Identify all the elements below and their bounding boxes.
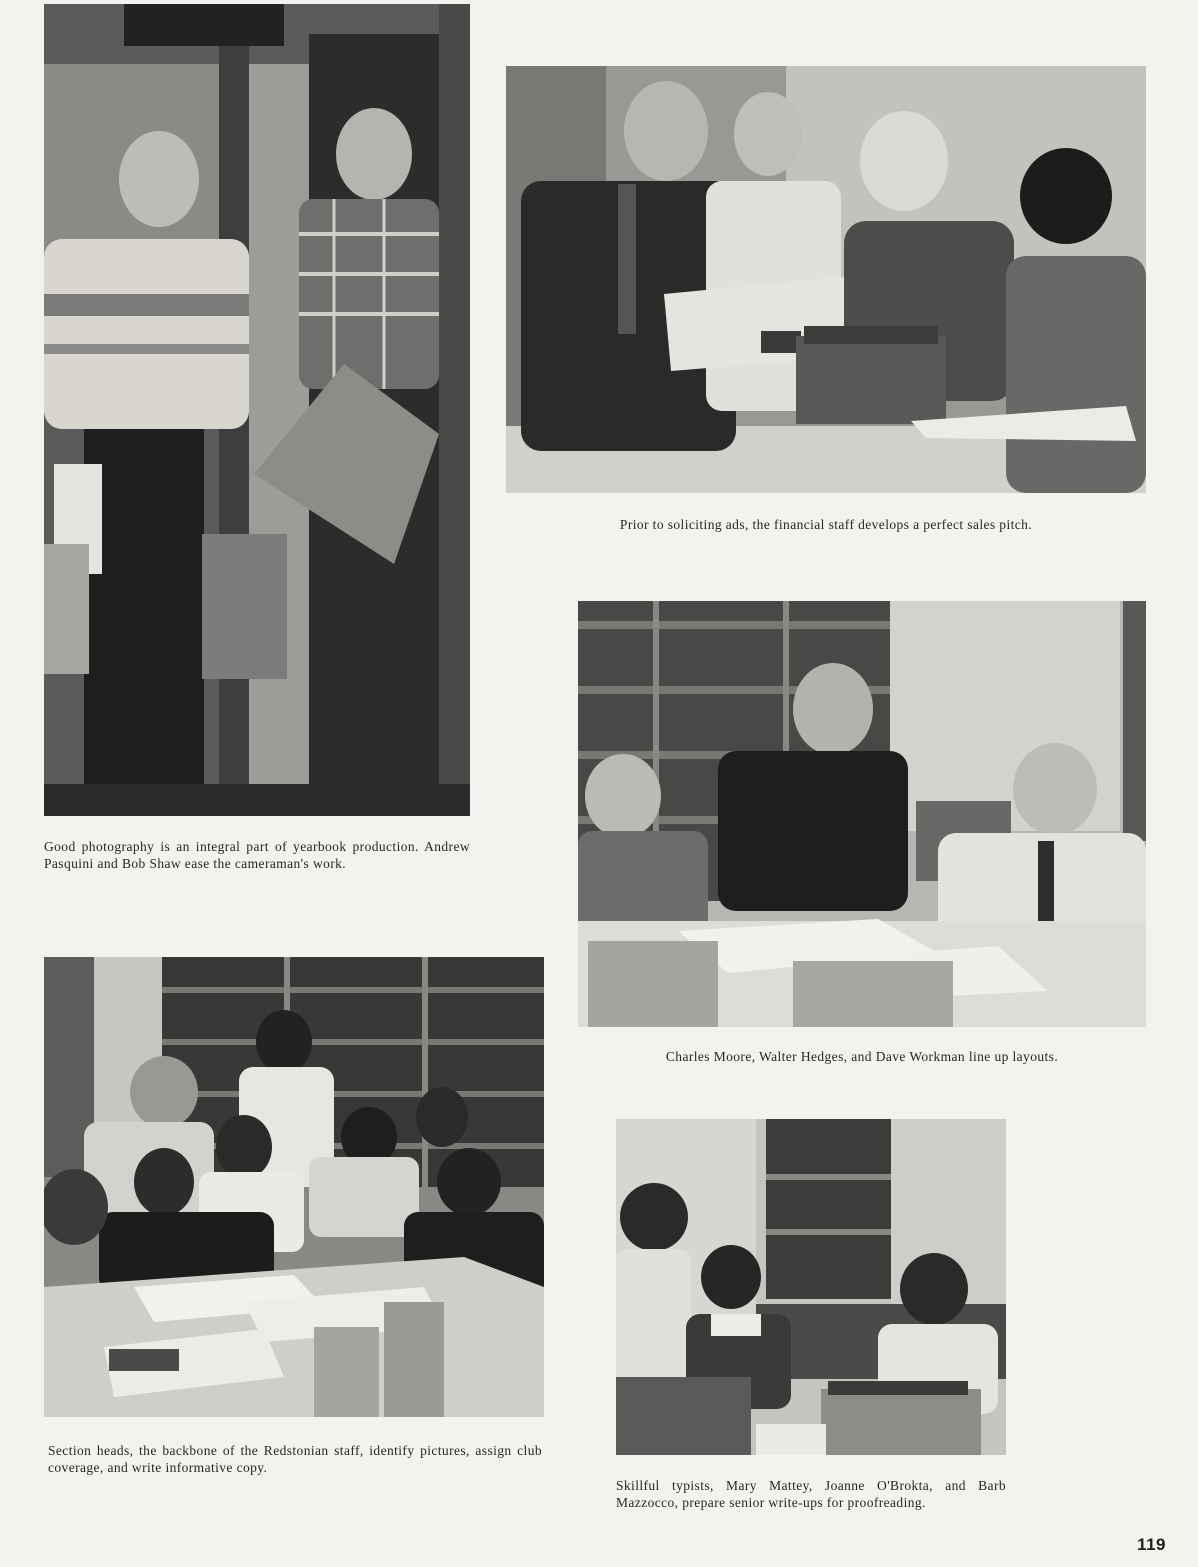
typists-photo xyxy=(616,1119,1006,1455)
layouts-photo xyxy=(578,601,1146,1027)
layouts-caption: Charles Moore, Walter Hedges, and Dave Workman line up layouts. xyxy=(665,1049,1059,1064)
section-heads-caption: Section heads, the backbone of the Redstonian staff, identify pictures, assign club coverage, and write informative copy. xyxy=(48,1443,542,1475)
financial-staff-caption: Prior to soliciting ads, the financial staff develops a perfect sales pitch. xyxy=(619,517,1033,532)
section-heads-photo xyxy=(44,957,544,1417)
page-number: 119 xyxy=(1137,1535,1166,1554)
financial-staff-photo xyxy=(506,66,1146,493)
photographers-caption: Good photography is an integral part of yearbook production. Andrew Pasquini and Bob Shaw ease the cameraman's work. xyxy=(44,839,470,871)
typists-caption: Skillful typists, Mary Mattey, Joanne O'Brokta, and Barb Mazzocco, prepare senior write-ups for proofreading. xyxy=(616,1478,1006,1510)
photographers-photo xyxy=(44,4,470,816)
